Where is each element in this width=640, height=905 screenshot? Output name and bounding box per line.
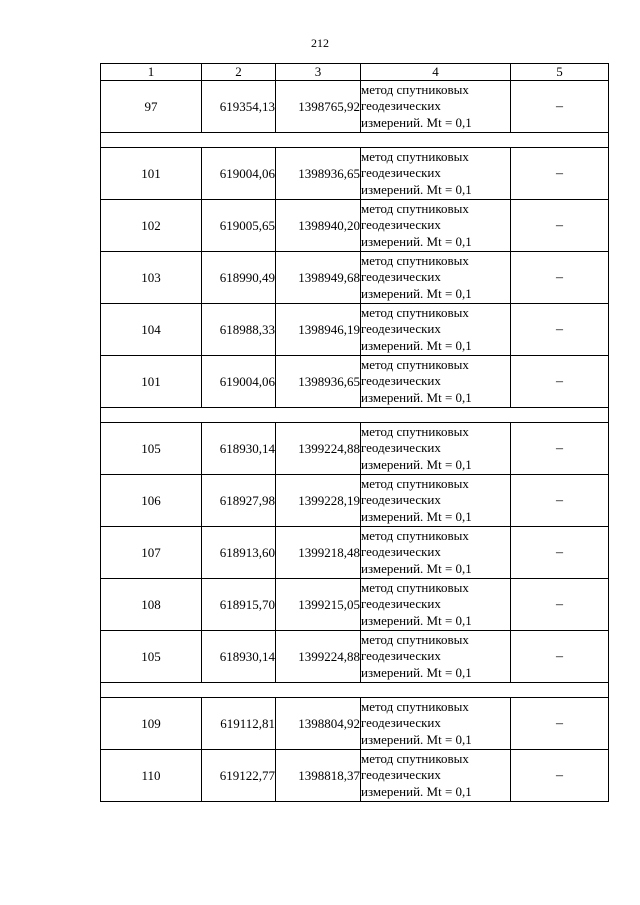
method-cell [361,423,511,475]
method-cell [361,304,511,356]
y-coordinate-cell: 1398946,19 [276,304,361,356]
header-col-2: 2 [202,64,276,81]
table-row [101,750,609,802]
x-coordinate-cell: 619004,06 [202,148,276,200]
method-line: геодезических [361,98,441,114]
point-number-cell: 108 [101,579,202,631]
note-cell: – [511,423,609,475]
note-cell: – [511,750,609,802]
header-col-5: 5 [511,64,609,81]
point-number-cell: 97 [101,81,202,133]
y-coordinate-cell: 1399224,88 [276,423,361,475]
note-cell: – [511,304,609,356]
y-coordinate-cell: 1398765,92 [276,81,361,133]
point-number-cell: 110 [101,750,202,802]
x-coordinate-cell: 618927,98 [202,475,276,527]
method-line: измерений. Mt = 0,1 [361,664,472,680]
note-cell: – [511,356,609,408]
y-coordinate-cell: 1399224,88 [276,631,361,683]
method-line: геодезических [361,492,441,508]
method-line: метод спутниковых [361,698,469,714]
table-row [101,698,609,750]
method-line: измерений. Mt = 0,1 [361,181,472,197]
header-col-1: 1 [101,64,202,81]
page-number: 212 [311,36,329,50]
note-cell: – [511,579,609,631]
header-col-3: 3 [276,64,361,81]
method-line: метод спутниковых [361,81,469,97]
y-coordinate-cell: 1398818,37 [276,750,361,802]
method-line: метод спутниковых [361,356,469,372]
table-row [101,579,609,631]
method-line: метод спутниковых [361,527,469,543]
method-line: метод спутниковых [361,631,469,647]
method-line: метод спутниковых [361,750,469,766]
x-coordinate-cell: 618930,14 [202,423,276,475]
method-line: геодезических [361,715,441,731]
separator-row [101,133,609,148]
method-line: метод спутниковых [361,475,469,491]
method-line: измерений. Mt = 0,1 [361,731,472,747]
table-row [101,527,609,579]
point-number-cell: 101 [101,356,202,408]
table-body [101,81,609,802]
x-coordinate-cell: 618990,49 [202,252,276,304]
method-cell [361,750,511,802]
coordinates-table [100,63,609,802]
method-line: геодезических [361,648,441,664]
y-coordinate-cell: 1398804,92 [276,698,361,750]
method-cell [361,631,511,683]
note-cell: – [511,698,609,750]
point-number-cell: 107 [101,527,202,579]
separator-cell [101,683,609,698]
x-coordinate-cell: 619112,81 [202,698,276,750]
method-cell [361,356,511,408]
y-coordinate-cell: 1398936,65 [276,356,361,408]
point-number-cell: 103 [101,252,202,304]
method-cell [361,81,511,133]
y-coordinate-cell: 1399218,48 [276,527,361,579]
y-coordinate-cell: 1398936,65 [276,148,361,200]
method-cell [361,698,511,750]
method-line: геодезических [361,217,441,233]
method-line: геодезических [361,767,441,783]
table-row [101,631,609,683]
note-cell: – [511,81,609,133]
x-coordinate-cell: 619004,06 [202,356,276,408]
table-row [101,304,609,356]
method-cell [361,200,511,252]
point-number-cell: 101 [101,148,202,200]
method-line: измерений. Mt = 0,1 [361,612,472,628]
table-row [101,356,609,408]
x-coordinate-cell: 618988,33 [202,304,276,356]
method-line: измерений. Mt = 0,1 [361,285,472,301]
y-coordinate-cell: 1398940,20 [276,200,361,252]
method-line: измерений. Mt = 0,1 [361,389,472,405]
table-row [101,423,609,475]
x-coordinate-cell: 619354,13 [202,81,276,133]
method-cell [361,475,511,527]
header-row [101,64,609,81]
method-line: метод спутниковых [361,148,469,164]
method-line: измерений. Mt = 0,1 [361,508,472,524]
y-coordinate-cell: 1399228,19 [276,475,361,527]
table-row [101,81,609,133]
method-cell [361,252,511,304]
method-line: измерений. Mt = 0,1 [361,337,472,353]
method-line: геодезических [361,544,441,560]
method-line: измерений. Mt = 0,1 [361,783,472,799]
point-number-cell: 105 [101,631,202,683]
method-line: геодезических [361,321,441,337]
method-cell [361,579,511,631]
table-row [101,475,609,527]
x-coordinate-cell: 619005,65 [202,200,276,252]
method-line: метод спутниковых [361,423,469,439]
method-line: геодезических [361,440,441,456]
method-line: метод спутниковых [361,200,469,216]
method-line: метод спутниковых [361,304,469,320]
y-coordinate-cell: 1398949,68 [276,252,361,304]
method-line: геодезических [361,165,441,181]
note-cell: – [511,252,609,304]
method-line: геодезических [361,596,441,612]
point-number-cell: 109 [101,698,202,750]
method-line: измерений. Mt = 0,1 [361,560,472,576]
x-coordinate-cell: 618913,60 [202,527,276,579]
method-cell [361,527,511,579]
method-line: измерений. Mt = 0,1 [361,114,472,130]
point-number-cell: 106 [101,475,202,527]
table-row [101,148,609,200]
separator-row [101,683,609,698]
y-coordinate-cell: 1399215,05 [276,579,361,631]
table-row [101,200,609,252]
method-line: геодезических [361,269,441,285]
separator-row [101,408,609,423]
note-cell: – [511,148,609,200]
method-line: измерений. Mt = 0,1 [361,456,472,472]
x-coordinate-cell: 619122,77 [202,750,276,802]
note-cell: – [511,475,609,527]
method-line: геодезических [361,373,441,389]
separator-cell [101,408,609,423]
table-row [101,252,609,304]
method-cell [361,148,511,200]
note-cell: – [511,527,609,579]
x-coordinate-cell: 618915,70 [202,579,276,631]
note-cell: – [511,631,609,683]
header-col-4: 4 [361,64,511,81]
method-line: метод спутниковых [361,579,469,595]
x-coordinate-cell: 618930,14 [202,631,276,683]
note-cell: – [511,200,609,252]
separator-cell [101,133,609,148]
method-line: метод спутниковых [361,252,469,268]
point-number-cell: 105 [101,423,202,475]
point-number-cell: 102 [101,200,202,252]
point-number-cell: 104 [101,304,202,356]
method-line: измерений. Mt = 0,1 [361,233,472,249]
